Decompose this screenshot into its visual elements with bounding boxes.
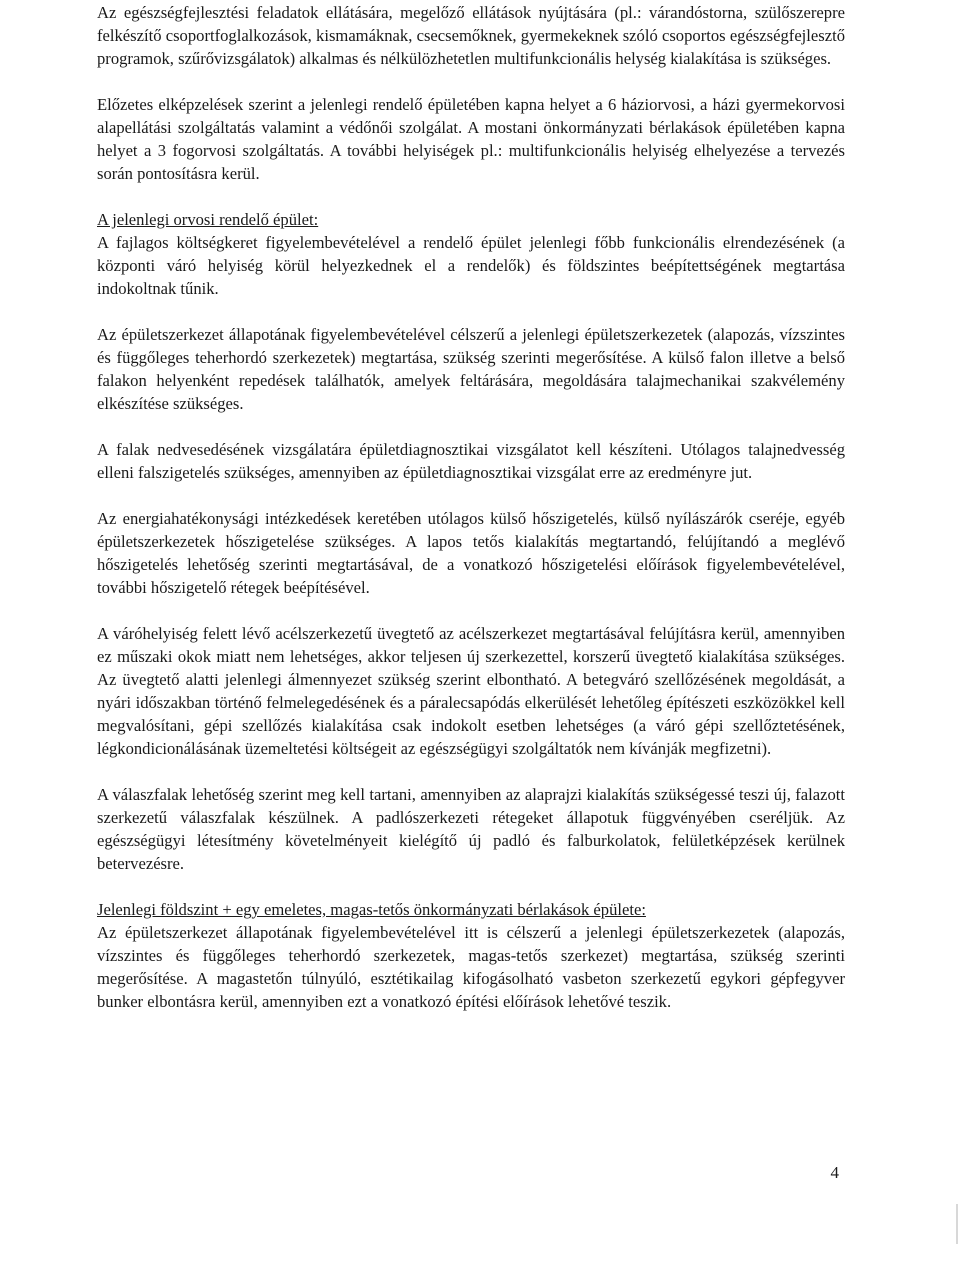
paragraph-health-promotion: Az egészségfejlesztési feladatok ellátására, megelőző ellátások nyújtására (pl.: várandóstorna, szülőszerepre felkészítő csoportfoglalkozások, kismamáknak, csecsemőknek, gyermekeknek szóló csoportos egészségfejlesztő programok, szűrővizsgálatok) alkalmas és nélkülözhetetlen multifunkcionális helység kialakítása is szükséges. bbox=[97, 3, 845, 68]
paragraph-wall-moisture: A falak nedvesedésének vizsgálatára épületdiagnosztikai vizsgálatot kell készíteni. Utólagos talajnedvesség elleni falszigetelés szükséges, amennyiben az épületdiagnosztikai vizsgálat erre az eredményre jut. bbox=[97, 440, 845, 482]
paragraph-preliminary-plans: Előzetes elképzelések szerint a jelenlegi rendelő épületében kapna helyet a 6 háziorvosi, a házi gyermekorvosi alapellátási szolgáltatás valamint a védőnői szolgálat. A mostani önkormányzati bérlakások épületében kapna helyet a 3 fogorvosi szolgáltatás. A további helyiségek pl.: multifunkcionális helyiség elhelyezése a tervezés során pontosításra kerül. bbox=[97, 95, 845, 183]
document-page bbox=[97, 0, 845, 1013]
paragraph-partition-walls: A válaszfalak lehetőség szerint meg kell tartani, amennyiben az alaprajzi kialakítás szükségessé teszi új, falazott szerkezetű válaszfalak készülnek. A padlószerkezeti rétegeket állapotuk függvényében cseréljük. Az egészségügyi létesítmény követelményeit kielégítő új padló és falburkolatok, felületképzések kerülnek betervezésre. bbox=[97, 785, 845, 873]
paragraph-cost-frame: A fajlagos költségkeret figyelembevételével a rendelő épület jelenlegi főbb funkcionális elrendezésének (a központi váró helyiség körül helyezkednek el a rendelők) és földszintes beépítettségének megtartása indokoltnak tűnik. bbox=[97, 233, 845, 298]
paragraph-housing-structure: Az épületszerkezet állapotának figyelembevételével itt is célszerű a jelenlegi épületszerkezetek (alapozás, vízszintes és függőleges teherhordó szerkezetek, magas-tetős szerkezet) megtartása, szükség szerinti megerősítése. A magastetőn túlnyúló, esztétikailag kifogásolható vasbeton szerkezetű egykori gépfegyver bunker elbontásra kerül, amennyiben ezt a vonatkozó építési előírások lehetővé teszik. bbox=[97, 923, 845, 1011]
paragraph-structure-state: Az épületszerkezet állapotának figyelembevételével célszerű a jelenlegi épületszerkezetek (alapozás, vízszintes és függőleges teherhordó szerkezetek) megtartása, szükség szerinti megerősítése. A külső falon illetve a belső falakon helyenként repedések találhatók, amelyek feltárására, megoldására talajmechanikai szakvélemény elkészítése szükséges. bbox=[97, 325, 845, 413]
paragraph-energy-efficiency: Az energiahatékonysági intézkedések keretében utólagos külső hőszigetelés, külső nyílászárók cseréje, egyéb épületszerkezetek hőszigetelése szükséges. A lapos tetős kialakítás megtartandó, felújítandó a meglévő hőszigetelés lehetőség szerinti megtartásával, de a vonatkozó hőszigetelési előírások figyelembevételével, további hőszigetelő rétegek beépítésével. bbox=[97, 509, 845, 597]
section-current-clinic bbox=[97, 208, 845, 300]
paragraph-glass-roof: A váróhelyiség felett lévő acélszerkezetű üvegtető az acélszerkezet megtartásával felújításra kerül, amennyiben ez műszaki okok miatt nem lehetséges, akkor teljesen új szerkezettel, korszerű üvegtető kialakítása szükséges. Az üvegtető alatti jelenlegi álmennyezet szükség szerint elbontható. A betegváró szellőzésének megoldását, a nyári időszakban történő felmelegedésének és a páralecsapódás elkerülését lehetőleg építészeti eszközökkel kell megvalósítani, gépi szellőzés kialakítása csak indokolt esetben lehetséges (a váró gépi szellőztetésének, légkondicionálásának üzemeltetési költségeit az egészségügyi szolgáltatók nem kívánják megfizetni). bbox=[97, 624, 845, 758]
section-housing-building bbox=[97, 898, 845, 1013]
heading-housing-building: Jelenlegi földszint + egy emeletes, magas-tetős önkormányzati bérlakások épülete: bbox=[97, 900, 646, 919]
heading-current-clinic: A jelenlegi orvosi rendelő épület: bbox=[97, 210, 319, 229]
page-number: 4 bbox=[830, 1163, 839, 1182]
scan-edge-mark bbox=[956, 1204, 958, 1244]
